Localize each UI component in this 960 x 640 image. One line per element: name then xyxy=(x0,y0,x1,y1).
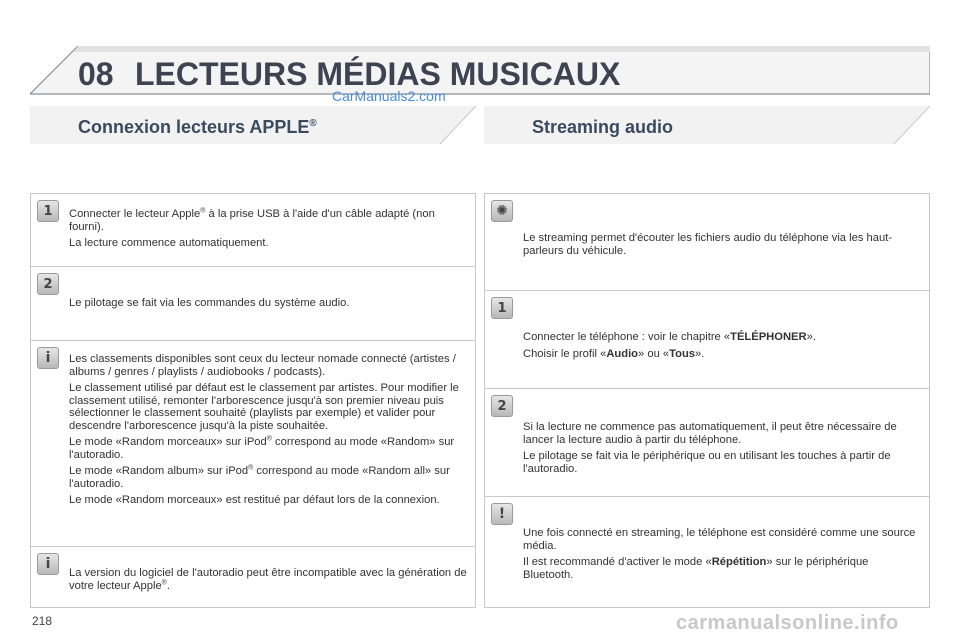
step-1-badge: 1 xyxy=(37,200,59,222)
right-row-1-text xyxy=(523,232,921,261)
paragraph: Le streaming permet d'écouter les fichiers audio du téléphone via les haut-parleurs du véhicule. xyxy=(523,232,893,257)
chapter-title: LECTEURS MÉDIAS MUSICAUX xyxy=(135,56,621,92)
left-row-3-text xyxy=(69,353,467,511)
paragraph: La lecture commence automatiquement. xyxy=(69,237,269,249)
right-row-1 xyxy=(485,194,929,290)
right-row-2 xyxy=(485,290,929,388)
left-row-3 xyxy=(31,340,475,546)
info-icon: i xyxy=(37,347,59,369)
left-row-4-text xyxy=(69,567,467,596)
paragraph: Le classement utilisé par défaut est le classement par artistes. Pour modifier le classement utilisé, remonter l'arborescence jusqu'à son premier niveau puis sélectionner le classement souhaité (playlists par exemple) et valider pour descendre l'arborescence jusqu'à la piste souhaitée. xyxy=(69,382,459,432)
right-row-3-text xyxy=(523,421,921,479)
paragraph: Connecter le téléphone : voir le chapitre «TÉLÉPHONER». xyxy=(523,331,816,343)
left-row-2 xyxy=(31,266,475,340)
left-column xyxy=(30,193,476,608)
paragraph: Le mode «Random morceaux» est restitué par défaut lors de la connexion. xyxy=(69,494,440,506)
footer-watermark: carmanualsonline.info xyxy=(676,612,899,634)
watermark-link[interactable]: CarManuals2.com xyxy=(332,88,446,104)
warning-icon: ! xyxy=(491,503,513,525)
right-row-3 xyxy=(485,388,929,496)
paragraph: La version du logiciel de l'autoradio peut être incompatible avec la génération de votre lecteur Apple®. xyxy=(69,567,467,592)
paragraph: Le pilotage se fait via le périphérique ou en utilisant les touches à partir de l'autoradio. xyxy=(523,450,891,475)
paragraph: Le mode «Random album» sur iPod® correspond au mode «Random all» sur l'autoradio. xyxy=(69,464,450,490)
right-row-4 xyxy=(485,496,929,608)
paragraph: Connecter le lecteur Apple® à la prise USB à l'aide d'un câble adapté (non fourni). xyxy=(69,207,435,233)
right-row-2-text xyxy=(523,331,921,364)
paragraph: Les classements disponibles sont ceux du lecteur nomade connecté (artistes / albums / genres / playlists / audiobooks / podcasts). xyxy=(69,353,456,378)
left-row-4 xyxy=(31,546,475,608)
paragraph: Une fois connecté en streaming, le téléphone est considéré comme une source média. xyxy=(523,527,916,552)
left-row-1 xyxy=(31,194,475,266)
info-icon: i xyxy=(37,553,59,575)
paragraph: Si la lecture ne commence pas automatiquement, il peut être nécessaire de lancer la lecture audio à partir du téléphone. xyxy=(523,421,897,446)
right-row-4-text xyxy=(523,527,921,585)
left-section-title: Connexion lecteurs APPLE® xyxy=(78,117,317,137)
left-row-1-text xyxy=(69,208,467,254)
step-2-badge: 2 xyxy=(37,273,59,295)
paragraph: Choisir le profil «Audio» ou «Tous». xyxy=(523,347,705,360)
chapter-number: 08 xyxy=(78,56,114,92)
paragraph: Le pilotage se fait via les commandes du système audio. xyxy=(69,297,350,309)
step-1-badge: 1 xyxy=(491,297,513,319)
paragraph: Il est recommandé d'activer le mode «Répétition» sur le périphérique Bluetooth. xyxy=(523,556,869,581)
lightbulb-icon: ✺ xyxy=(491,200,513,222)
right-section-title: Streaming audio xyxy=(532,117,674,137)
right-column xyxy=(484,193,930,608)
paragraph: Le mode «Random morceaux» sur iPod® correspond au mode «Random» sur l'autoradio. xyxy=(69,435,455,461)
page-number: 218 xyxy=(32,614,53,628)
left-row-2-text xyxy=(69,297,467,314)
step-2-badge: 2 xyxy=(491,395,513,417)
